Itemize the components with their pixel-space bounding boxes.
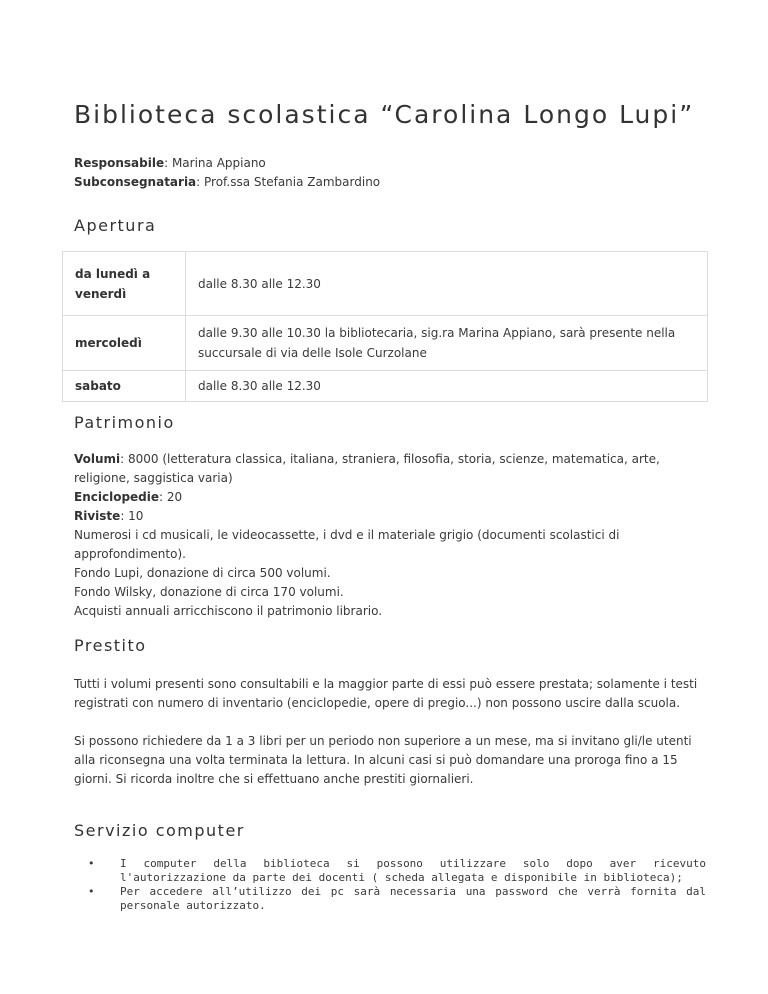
- riviste-line: [74, 507, 706, 526]
- servizio-list: [74, 857, 706, 913]
- servizio-heading: Servizio computer: [74, 821, 245, 840]
- opening-hours-table: [62, 251, 708, 402]
- enciclopedie-label: Enciclopedie: [74, 490, 160, 504]
- patrimonio-line: Fondo Lupi, donazione di circa 500 volumi.: [74, 566, 331, 580]
- table-row: [63, 316, 708, 371]
- day-cell: mercoledì: [63, 316, 186, 371]
- patrimonio-line: Acquisti annuali arricchiscono il patrimonio librario.: [74, 604, 383, 618]
- page-title: Biblioteca scolastica “Carolina Longo Lupi”: [74, 100, 695, 129]
- table-row: [63, 371, 708, 402]
- prestito-paragraph: Si possono richiedere da 1 a 3 libri per un periodo non superiore a un mese, ma si invitano gli/le utenti alla riconsegna una volta terminata la lettura. In alcuni casi si può domandare una proroga fino a 15 giorni. Si ricorda inoltre che si effettuano anche prestiti giornalieri.: [74, 734, 692, 786]
- riviste-label: Riviste: [74, 509, 121, 523]
- list-item-text: Per accedere all’utilizzo dei pc sarà necessaria una password che verrà fornita dal personale autorizzato.: [120, 885, 706, 912]
- responsabile-label: Responsabile: [74, 156, 165, 170]
- bullet-icon: •: [88, 885, 95, 898]
- prestito-section: [74, 675, 706, 789]
- enciclopedie-line: [74, 488, 706, 507]
- hours-cell: dalle 9.30 alle 10.30 la bibliotecaria, sig.ra Marina Appiano, sarà presente nella succursale di via delle Isole Curzolane: [186, 316, 708, 371]
- patrimonio-line: Fondo Wilsky, donazione di circa 170 volumi.: [74, 585, 344, 599]
- subconsegnataria-line: [74, 173, 380, 192]
- responsabile-value: : Marina Appiano: [164, 156, 266, 170]
- subconsegnataria-value: : Prof.ssa Stefania Zambardino: [196, 175, 381, 189]
- list-item: [74, 857, 706, 885]
- table-row: [63, 252, 708, 316]
- patrimonio-heading: Patrimonio: [74, 413, 175, 432]
- subconsegnataria-label: Subconsegnataria: [74, 175, 197, 189]
- enciclopedie-value: : 20: [159, 490, 183, 504]
- bullet-icon: •: [88, 857, 95, 870]
- staff-info: [74, 154, 380, 192]
- volumi-label: Volumi: [74, 452, 121, 466]
- riviste-value: : 10: [120, 509, 144, 523]
- list-item: [74, 885, 706, 913]
- prestito-paragraph: Tutti i volumi presenti sono consultabili e la maggior parte di essi può essere prestata; solamente i testi registrati con numero di inventario (enciclopedie, opere di pregio...) non possono uscire dalla scuola.: [74, 677, 698, 710]
- prestito-heading: Prestito: [74, 636, 147, 655]
- list-item-text: I computer della biblioteca si possono utilizzare solo dopo aver ricevuto l'autorizzazione da parte dei docenti ( scheda allegata e disponibile in biblioteca);: [120, 857, 706, 884]
- volumi-line: [74, 450, 706, 488]
- day-cell: sabato: [63, 371, 186, 402]
- patrimonio-section: [74, 450, 706, 621]
- volumi-value: : 8000 (letteratura classica, italiana, straniera, filosofia, storia, scienze, matematica, arte, religione, saggistica varia): [74, 452, 660, 485]
- hours-cell: dalle 8.30 alle 12.30: [186, 252, 708, 316]
- apertura-heading: Apertura: [74, 216, 157, 235]
- responsabile-line: [74, 154, 380, 173]
- hours-cell: dalle 8.30 alle 12.30: [186, 371, 708, 402]
- patrimonio-line: Numerosi i cd musicali, le videocassette, i dvd e il materiale grigio (documenti scolastici di approfondimento).: [74, 528, 620, 561]
- day-cell: da lunedì a venerdì: [63, 252, 186, 316]
